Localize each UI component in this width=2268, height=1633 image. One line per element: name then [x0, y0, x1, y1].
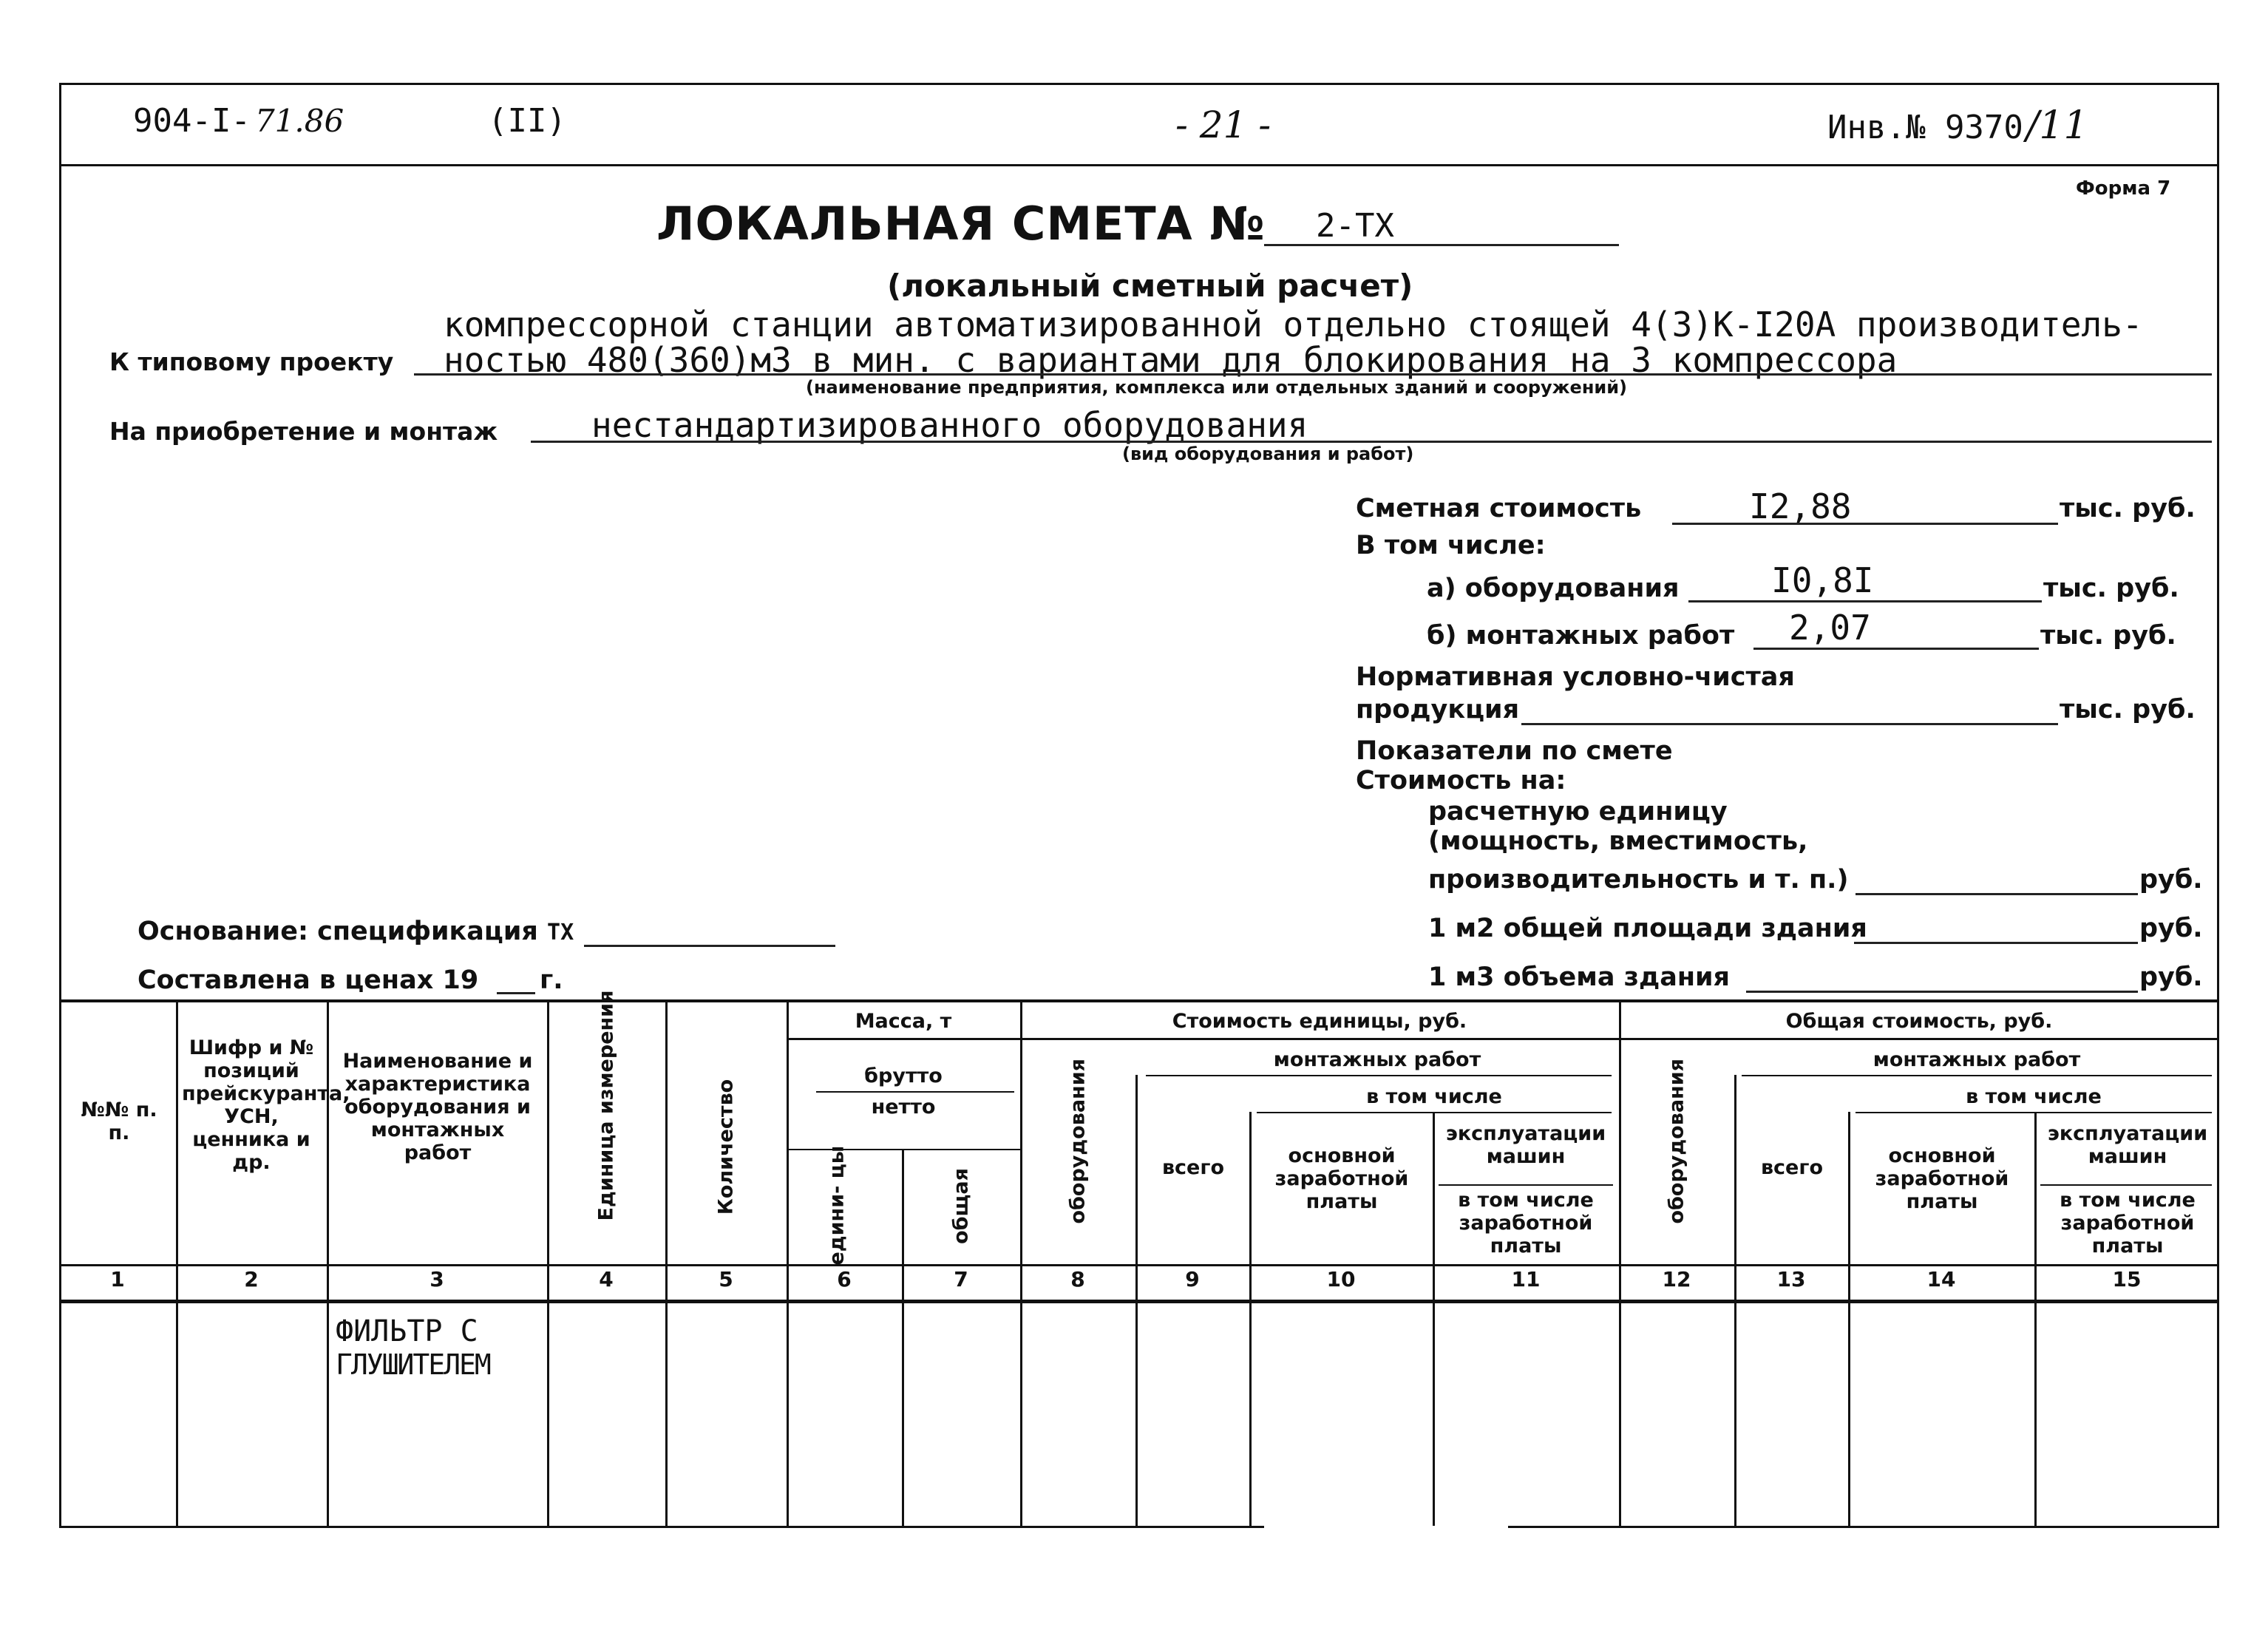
col-sep-6 [902, 1149, 904, 1526]
volume-label: (II) [488, 102, 566, 140]
project-underline [414, 373, 2212, 376]
col-header-unit: Единица измерения [594, 990, 618, 1221]
estimate-number-underline [1264, 244, 1619, 246]
project-code-text: 904-I- [133, 102, 251, 140]
prices-year-suffix: г. [540, 965, 563, 995]
unit-cost-underline [1020, 1038, 1619, 1040]
purchase-underline [531, 441, 2212, 443]
frame-right [2217, 83, 2219, 1528]
col-number-10: 10 [1326, 1267, 1356, 1291]
col-number-3: 3 [430, 1267, 444, 1291]
col-header-total-incl: в том числе [1966, 1085, 2102, 1108]
col-header-total-incl-pay: в том числе заработной платы [2060, 1189, 2196, 1257]
equipment-cost-label: а) оборудования [1427, 574, 1680, 603]
indicators-label: Показатели по смете [1356, 736, 1673, 766]
col-number-12: 12 [1662, 1267, 1691, 1291]
total-machines-underline [2040, 1184, 2212, 1186]
purchase-value: нестандартизированного оборудования [591, 405, 1308, 445]
project-name-line2: ностью 480(360)м3 в мин. с вариантами для блокирования на 3 компрессора [444, 340, 1898, 380]
project-name-line1: компрессорной станции автоматизированной отдельно стоящей 4(3)К-I20А производитель- [444, 305, 2143, 344]
col-header-number: №№ п. п. [81, 1099, 157, 1144]
frame-top [59, 83, 2219, 85]
per-m3-rub: руб. [2139, 963, 2203, 992]
basis-value: ТХ [547, 920, 574, 945]
basis-label [137, 917, 574, 946]
col-number-4: 4 [599, 1267, 614, 1291]
normative-label-line2: продукция [1356, 695, 1520, 724]
equipment-cost-value: I0,8I [1771, 560, 1874, 600]
col-header-unit-equipment: оборудования [1066, 1059, 1090, 1224]
col-header-brutto: брутто [864, 1065, 943, 1087]
col-header-name: Наименование и характеристика оборудования и монтажных работ [342, 1050, 533, 1164]
col-sep-2 [327, 999, 329, 1526]
col-header-total-equipment: оборудования [1665, 1059, 1688, 1224]
table-body-top [59, 1300, 2219, 1303]
equipment-cost-underline [1688, 600, 2042, 602]
calc-unit-line1: расчетную единицу [1428, 797, 1728, 826]
col-header-unit-machines: эксплуатации машин [1445, 1122, 1606, 1168]
page-title: ЛОКАЛЬНАЯ СМЕТА № [656, 197, 1266, 251]
col-header-unit-basic-pay: основной заработной платы [1274, 1144, 1409, 1213]
install-cost-label: б) монтажных работ [1427, 621, 1735, 651]
col-header-unit-total: всего [1161, 1156, 1225, 1179]
basis-underline [584, 945, 835, 947]
per-m2-rub: руб. [2139, 914, 2203, 943]
row1-name-line1: ФИЛЬТР С [336, 1314, 478, 1348]
col-sep-7 [1020, 999, 1022, 1526]
netto-underline [787, 1149, 1020, 1150]
normative-unit: тыс. руб. [2060, 695, 2196, 724]
col-header-quantity: Количество [714, 1079, 738, 1215]
col-header-unit-cost: Стоимость единицы, руб. [1172, 1010, 1467, 1033]
project-caption: (наименование предприятия, комплекса или отдельных зданий и сооружений) [806, 377, 1627, 398]
col-header-total-basic-pay: основной заработной платы [1875, 1144, 2009, 1213]
col-sep-4 [665, 999, 668, 1526]
col-sep-14 [2034, 1112, 2037, 1526]
col-header-unit-incl-pay: в том числе заработной платы [1458, 1189, 1594, 1257]
table-bottom-left [59, 1526, 1264, 1528]
col-number-5: 5 [719, 1267, 733, 1291]
estimate-cost-unit: тыс. руб. [2060, 494, 2196, 523]
col-sep-1 [176, 999, 178, 1526]
col-sep-9 [1249, 1112, 1252, 1526]
col-number-9: 9 [1185, 1267, 1200, 1291]
page-subtitle: (локальный сметный расчет) [887, 268, 1413, 304]
project-code-handwritten: 71.86 [254, 103, 344, 139]
col-header-unit-install: монтажных работ [1273, 1048, 1481, 1071]
estimate-cost-label: Сметная стоимость [1356, 494, 1642, 523]
col-sep-8 [1135, 1075, 1138, 1526]
purchase-caption: (вид оборудования и работ) [1122, 444, 1414, 464]
normative-label-line1: Нормативная условно-чистая [1356, 662, 1795, 692]
inventory-number [1827, 103, 2088, 148]
col-header-mass: Масса, т [855, 1010, 952, 1033]
col-number-14: 14 [1926, 1267, 1956, 1291]
brutto-underline [816, 1091, 1014, 1093]
calc-unit-line3: производительность и т. п.) [1428, 865, 1849, 894]
col-header-total-install: монтажных работ [1873, 1048, 2081, 1071]
col-sep-11 [1619, 999, 1621, 1526]
col-sep-13 [1848, 1112, 1850, 1526]
col-number-8: 8 [1070, 1267, 1085, 1291]
col-number-11: 11 [1511, 1267, 1541, 1291]
col-header-mass-unit: едини- цы [825, 1145, 849, 1266]
col-number-13: 13 [1776, 1267, 1806, 1291]
table-top-border [59, 999, 2219, 1002]
form-label: Форма 7 [2076, 177, 2171, 200]
estimate-cost-underline [1672, 523, 2058, 525]
normative-underline [1521, 723, 2058, 725]
col-number-1: 1 [110, 1267, 125, 1291]
per-m3-underline [1746, 991, 2138, 993]
col-sep-12 [1734, 1075, 1736, 1526]
install-cost-unit: тыс. руб. [2040, 621, 2176, 651]
col-header-total-cost: Общая стоимость, руб. [1785, 1010, 2053, 1033]
inventory-text: Инв.№ 9370 [1827, 109, 2023, 146]
total-cost-underline [1619, 1038, 2219, 1040]
table-bottom-right [1508, 1526, 2219, 1528]
install-cost-value: 2,07 [1789, 608, 1871, 648]
project-label: К типовому проекту [109, 347, 394, 376]
mass-underline [787, 1038, 1020, 1040]
inventory-handwritten: /11 [2026, 103, 2088, 148]
col-header-mass-total: общая [949, 1168, 973, 1244]
per-m2-underline [1854, 942, 2138, 944]
col-header-netto: нетто [871, 1096, 936, 1118]
including-label: В том числе: [1356, 531, 1546, 560]
row1-name-line2: ГЛУШИТЕЛЕМ [336, 1348, 490, 1381]
unit-machines-underline [1439, 1184, 1613, 1186]
unit-incl-underline [1257, 1112, 1612, 1113]
col-header-total-total: всего [1760, 1156, 1824, 1179]
col-number-7: 7 [954, 1267, 968, 1291]
col-header-unit-incl: в том числе [1366, 1085, 1502, 1108]
header-divider [59, 164, 2219, 166]
equipment-cost-unit: тыс. руб. [2043, 574, 2179, 603]
col-number-2: 2 [244, 1267, 259, 1291]
per-m2-label: 1 м2 общей площади здания [1428, 914, 1867, 943]
prices-label: Составлена в ценах 19 [137, 965, 479, 995]
install-cost-underline [1753, 648, 2039, 650]
prices-year-underline [497, 992, 535, 994]
estimate-cost-value: I2,88 [1749, 486, 1852, 526]
calc-unit-rub: руб. [2139, 865, 2203, 894]
col-header-code: Шифр и № позиций прейскуранта, УСН, ценника и др. [182, 1036, 350, 1174]
col-number-15: 15 [2112, 1267, 2142, 1291]
col-sep-3 [547, 999, 549, 1526]
table-colnum-top [59, 1264, 2219, 1266]
purchase-label: На приобретение и монтаж [109, 417, 498, 446]
page-number: - 21 - [1175, 103, 1271, 146]
col-sep-10 [1433, 1112, 1435, 1526]
frame-left [59, 83, 61, 1528]
col-header-total-machines: эксплуатации машин [2047, 1122, 2208, 1168]
project-code [133, 102, 344, 140]
col-number-6: 6 [837, 1267, 852, 1291]
cost-for-label: Стоимость на: [1356, 766, 1566, 795]
calc-unit-underline [1856, 893, 2138, 895]
estimate-number: 2-ТХ [1316, 207, 1394, 245]
total-incl-underline [1856, 1112, 2212, 1113]
total-install-underline [1742, 1075, 2212, 1076]
unit-install-underline [1146, 1075, 1612, 1076]
basis-label-text: Основание: спецификация [137, 917, 538, 946]
calc-unit-line2: (мощность, вместимость, [1428, 826, 1808, 856]
per-m3-label: 1 м3 объема здания [1428, 963, 1731, 992]
